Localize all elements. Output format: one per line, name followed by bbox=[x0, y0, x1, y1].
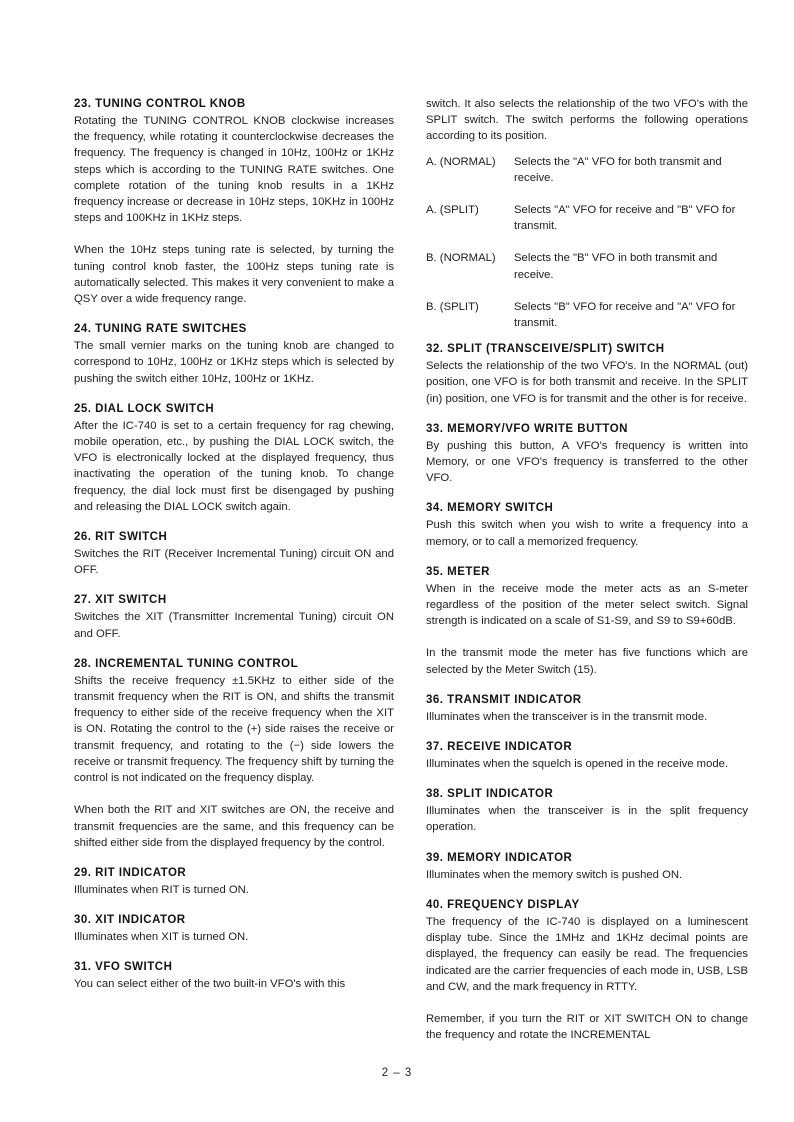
vfo-mode-item bbox=[426, 154, 748, 186]
vfo-mode-name: A. (SPLIT) bbox=[426, 204, 479, 217]
vfo-mode-item bbox=[426, 202, 748, 234]
section-heading: 34. MEMORY SWITCH bbox=[426, 502, 554, 515]
left-column bbox=[74, 96, 394, 1007]
section-heading: 31. VFO SWITCH bbox=[74, 961, 173, 974]
section-heading: 23. TUNING CONTROL KNOB bbox=[74, 98, 246, 110]
section-heading: 35. METER bbox=[426, 565, 490, 578]
section-paragraph: Remember, if you turn the RIT or XIT SWITCH ON to change the frequency and rotate the INCREMENTAL bbox=[426, 1012, 748, 1042]
section-receive-indicator bbox=[426, 739, 748, 772]
right-column bbox=[426, 96, 748, 1057]
section-memory-vfo-write-button bbox=[426, 421, 748, 487]
section-heading: 40. FREQUENCY DISPLAY bbox=[426, 898, 580, 911]
section-tuning-control-knob bbox=[74, 96, 394, 307]
section-tuning-rate-switches bbox=[74, 321, 394, 387]
section-memory-switch bbox=[426, 500, 748, 549]
section-split-indicator bbox=[426, 786, 748, 835]
section-heading: 24. TUNING RATE SWITCHES bbox=[74, 323, 247, 336]
section-paragraph: After the IC-740 is set to a certain frequency for rag chewing, mobile operation, etc., by pushing the DIAL LOCK switch, the VFO is electronically locked at the displayed frequency, thus inactivating the operation of the tuning knob. To change frequency, the dial lock must first be disengaged by pushing and releasing the DIAL LOCK switch again. bbox=[74, 419, 394, 513]
page-number: 2 – 3 bbox=[381, 1067, 413, 1079]
section-paragraph: By pushing this button, A VFO's frequency is written into Memory, or one VFO's frequency is transferred to the other VFO. bbox=[426, 439, 748, 485]
section-dial-lock-switch bbox=[74, 401, 394, 515]
section-transmit-indicator bbox=[426, 692, 748, 725]
section-paragraph: Selects the relationship of the two VFO's. In the NORMAL (out) position, one VFO is for both transmit and receive. In the SPLIT (in) position, one VFO is for transmit and the other is for receive. bbox=[426, 360, 748, 405]
section-paragraph: The small vernier marks on the tuning knob are changed to correspond to 10Hz, 100Hz or 1KHz steps which is selected by pushing the switch either 10Hz, 100Hz or 1KHz. bbox=[74, 340, 394, 385]
section-meter bbox=[426, 564, 748, 678]
section-incremental-tuning-control bbox=[74, 656, 394, 851]
section-paragraph: Switches the RIT (Receiver Incremental Tuning) circuit ON and OFF. bbox=[74, 548, 394, 577]
section-paragraph: The frequency of the IC-740 is displayed on a luminescent display tube. Since the 1MHz and 1KHz decimal points are displayed, the frequency can easily be read. The frequencies indicated are the carrier frequencies of each mode in, USB, LSB and CW, and the mark frequency in RTTY. bbox=[426, 915, 748, 993]
section-paragraph: Illuminates when RIT is turned ON. bbox=[74, 883, 249, 896]
vfo-mode-item bbox=[426, 250, 748, 282]
section-heading: 28. INCREMENTAL TUNING CONTROL bbox=[74, 657, 299, 670]
vfo-mode-name: B. (NORMAL) bbox=[426, 252, 496, 265]
section-paragraph: Switches the XIT (Transmitter Incremental Tuning) circuit ON and OFF. bbox=[74, 611, 394, 640]
section-paragraph: When in the receive mode the meter acts as an S-meter regardless of the position of the meter select switch. Signal strength is indicated on a scale of S1-S9, and S9 to S9+60dB. bbox=[426, 582, 748, 628]
section-vfo-switch bbox=[74, 959, 394, 992]
section-rit-switch bbox=[74, 529, 394, 578]
section-paragraph: In the transmit mode the meter has five functions which are selected by the Meter Switch (15). bbox=[426, 647, 748, 676]
section-paragraph: Shifts the receive frequency ±1.5KHz to either side of the transmit frequency when the RIT is ON, and shifts the transmit frequency to either side of the receive frequency when the XIT is ON. Rotating the control to the (+) side raises the receive or transmit frequency, and rotating to the (−) side lowers the receive or transmit frequency. The frequency shift by turning the control is not indicated on the frequency display. bbox=[74, 674, 394, 785]
section-heading: 39. MEMORY INDICATOR bbox=[426, 851, 573, 864]
section-paragraph: Illuminates when the transceiver is in the transmit mode. bbox=[426, 710, 708, 723]
vfo-mode-description: Selects the "A" VFO for both transmit and receive. bbox=[514, 155, 722, 184]
section-xit-indicator bbox=[74, 912, 394, 945]
section-heading: 29. RIT INDICATOR bbox=[74, 866, 187, 879]
section-paragraph: When the 10Hz steps tuning rate is selected, by turning the tuning control knob faster, the 100Hz steps tuning rate is automatically selected. This makes it very convenient to make a QSY over a wide frequency range. bbox=[74, 244, 394, 306]
section-split-switch bbox=[426, 341, 748, 407]
vfo-mode-name: A. (NORMAL) bbox=[426, 155, 496, 168]
vfo-mode-list bbox=[426, 154, 748, 332]
vfo-mode-name: B. (SPLIT) bbox=[426, 300, 479, 313]
vfo-mode-description: Selects the "B" VFO in both transmit and receive. bbox=[514, 252, 718, 281]
vfo-mode-description: Selects "A" VFO for receive and "B" VFO for transmit. bbox=[514, 204, 736, 233]
section-memory-indicator bbox=[426, 850, 748, 883]
section-heading: 36. TRANSMIT INDICATOR bbox=[426, 693, 582, 706]
section-heading: 26. RIT SWITCH bbox=[74, 531, 168, 544]
section-heading: 25. DIAL LOCK SWITCH bbox=[74, 402, 215, 415]
section-paragraph: Push this switch when you wish to write a frequency into a memory, or to call a memorized frequency. bbox=[426, 519, 748, 548]
section-heading: 27. XIT SWITCH bbox=[74, 594, 167, 607]
section-paragraph: Rotating the TUNING CONTROL KNOB clockwise increases the frequency, while rotating it counterclockwise decreases the frequency. The frequency is changed in 10Hz, 100Hz or 1KHz steps which is according to the TUNING RATE switches. One complete rotation of the tuning knob results in a 1KHz frequency increase or decrease in 10Hz steps, 10KHz in 100Hz steps and 100KHz in 1KHz steps. bbox=[74, 115, 394, 225]
vfo-mode-item bbox=[426, 299, 748, 331]
vfo-mode-description: Selects "B" VFO for receive and "A" VFO for transmit. bbox=[514, 300, 736, 330]
section-heading: 38. SPLIT INDICATOR bbox=[426, 788, 554, 801]
section-paragraph: Illuminates when the squelch is opened in the receive mode. bbox=[426, 758, 729, 771]
section-paragraph: Illuminates when the memory switch is pushed ON. bbox=[426, 868, 683, 881]
section-paragraph: When both the RIT and XIT switches are ON, the receive and transmit frequencies are the same, and this frequency can be shifted either side from the displayed frequency by the control. bbox=[74, 804, 394, 849]
section-frequency-display bbox=[426, 897, 748, 1043]
section-heading: 33. MEMORY/VFO WRITE BUTTON bbox=[426, 422, 628, 435]
section-paragraph: Illuminates when XIT is turned ON. bbox=[74, 931, 249, 944]
section-paragraph: You can select either of the two built-in VFO's with this bbox=[74, 978, 346, 991]
section-xit-switch bbox=[74, 592, 394, 641]
section-rit-indicator bbox=[74, 865, 394, 898]
vfo-switch-continued: switch. It also selects the relationship of the two VFO's with the SPLIT switch. The switch performs the following operations according to its position. bbox=[426, 98, 748, 143]
section-heading: 37. RECEIVE INDICATOR bbox=[426, 741, 573, 754]
section-heading: 32. SPLIT (TRANSCEIVE/SPLIT) SWITCH bbox=[426, 343, 665, 356]
section-paragraph: Illuminates when the transceiver is in the split frequency operation. bbox=[426, 805, 748, 834]
section-heading: 30. XIT INDICATOR bbox=[74, 914, 186, 927]
